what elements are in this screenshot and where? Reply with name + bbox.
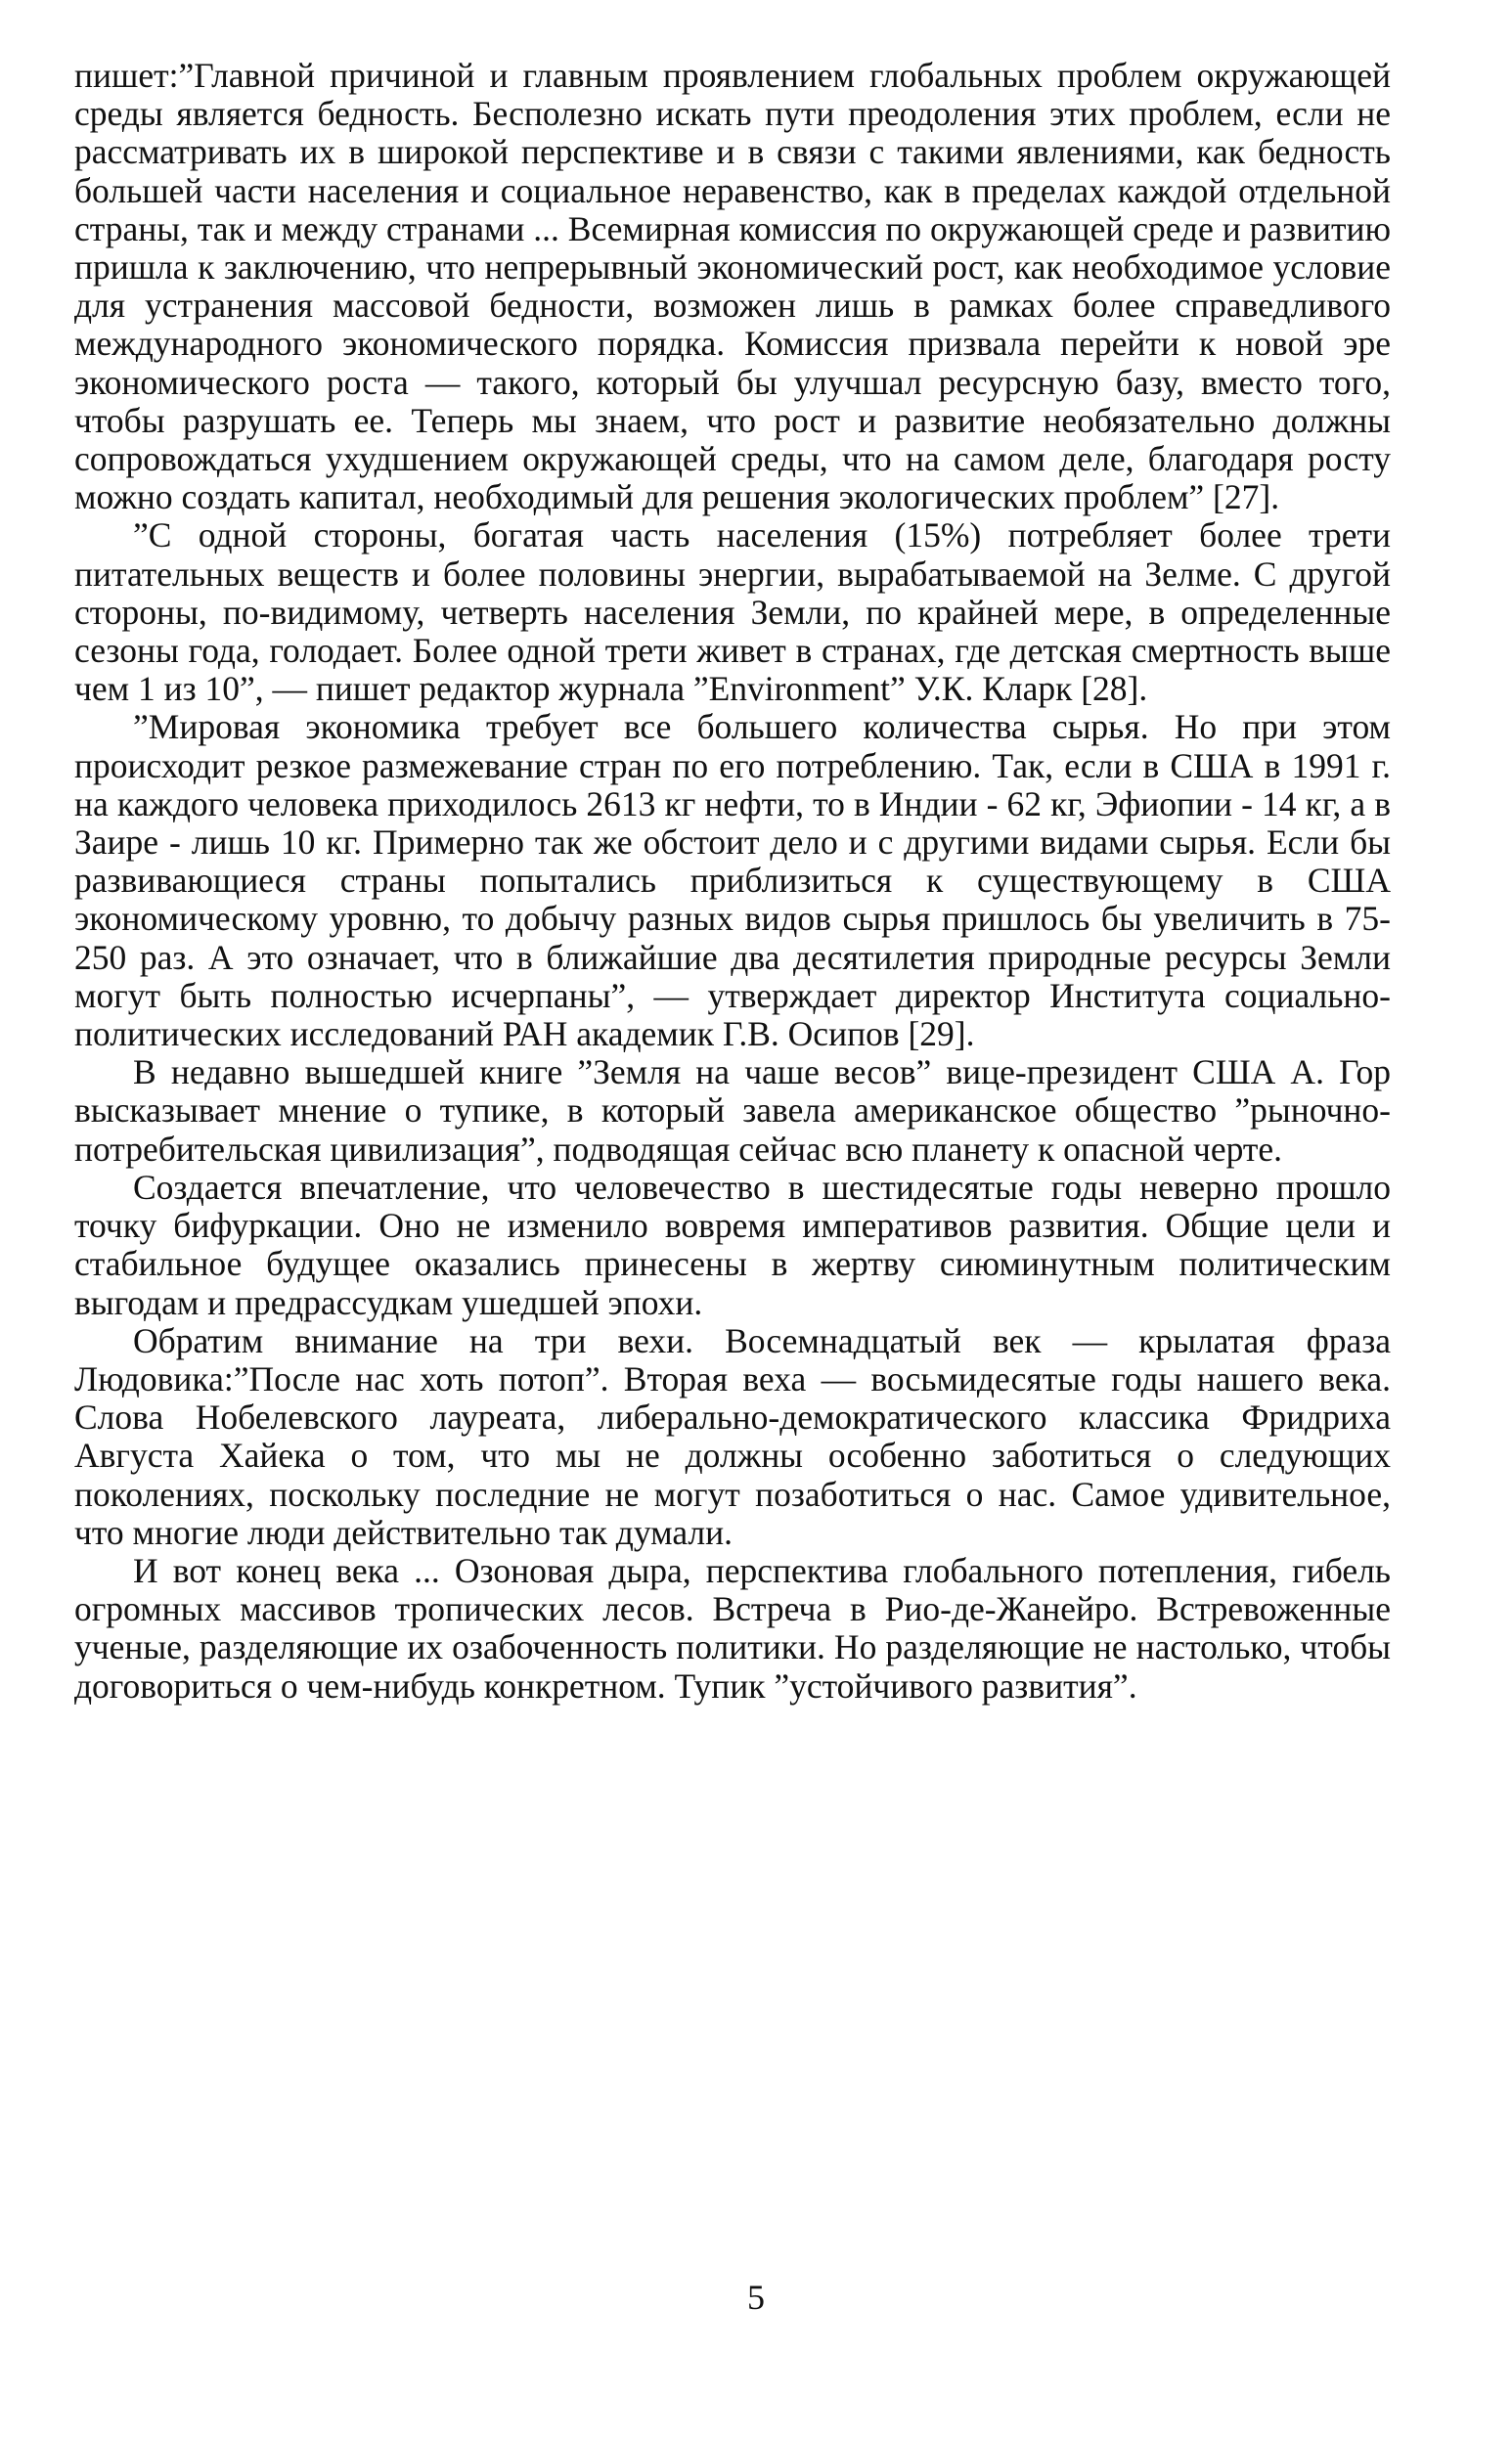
paragraph-6: Обратим внимание на три вехи. Восемнадцатый век — крылатая фраза Людовика:”После нас хоть потоп”. Вторая веха — восьмидесятые годы нашего века. Слова Нобелевского лауреата, либерально-демократического классика Фридриха Августа Хайека о том, что мы не должны особенно заботиться о следующих поколениях, поскольку последние не могут позаботиться о нас. Самое удивительное, что многие люди действительно так думали.: [74, 1320, 1391, 1552]
paragraph-5: Создается впечатление, что человечество в шестидесятые годы неверно прошло точку бифуркации. Оно не изменило вовремя императивов развития. Общие цели и стабильное будущее оказались принесены в жертву сиюминутным политическим выгодам и предрассудкам ушедшей эпохи.: [74, 1167, 1391, 1322]
page-number: 5: [747, 2278, 765, 2317]
page-body: [74, 57, 1391, 1706]
paragraph-4: В недавно вышедшей книге ”Земля на чаше весов” вице-президент США А. Гор высказывает мнение о тупике, в который завела американское общество ”рыночно-потребительская цивилизация”, подводящая сейчас всю планету к опасной черте.: [74, 1052, 1391, 1169]
paragraph-3: ”Мировая экономика требует все большего количества сырья. Но при этом происходит резкое размежевание стран по его потреблению. Так, если в США в 1991 г. на каждого человека приходилось 2613 кг нефти, то в Индии - 62 кг, Эфиопии - 14 кг, а в Заире - лишь 10 кг. Примерно так же обстоит дело и с другими видами сырья. Если бы развивающиеся страны попытались приблизиться к существующему в США экономическому уровню, то добычу разных видов сырья пришлось бы увеличить в 75-250 раз. А это означает, что в ближайшие два десятилетия природные ресурсы Земли могут быть полностью исчерпаны”, — утверждает директор Института социально-политических исследований РАН академик Г.В. Осипов [29].: [74, 707, 1391, 1054]
paragraph-1: пишет:”Главной причиной и главным проявлением глобальных проблем окружающей среды является бедность. Бесполезно искать пути преодоления этих проблем, если не рассматривать их в широкой перспективе и в связи с такими явлениями, как бедность большей части населения и социальное неравенство, как в пределах каждой отдельной страны, так и между странами ... Всемирная комиссия по окружающей среде и развитию пришла к заключению, что непрерывный экономический рост, как необходимое условие для устранения массовой бедности, возможен лишь в рамках более справедливого международного экономического порядка. Комиссия призвала перейти к новой эре экономического роста — такого, который бы улучшал ресурсную базу, вместо того, чтобы разрушать ее. Теперь мы знаем, что рост и развитие необязательно должны сопровождаться ухудшением окружающей среды, что на самом деле, благодаря росту можно создать капитал, необходимый для решения экологических проблем” [27].: [74, 56, 1391, 517]
paragraph-7: И вот конец века ... Озоновая дыра, перспектива глобального потепления, гибель огромных массивов тропических лесов. Встреча в Рио-де-Жанейро. Встревоженные ученые, разделяющие их озабоченность политики. Но разделяющие не настолько, чтобы договориться о чем-нибудь конкретном. Тупик ”устойчивого развития”.: [74, 1550, 1391, 1706]
paragraph-2: ”С одной стороны, богатая часть населения (15%) потребляет более трети питательных веществ и более половины энергии, вырабатываемой на Зелме. С другой стороны, по-видимому, четверть населения Земли, по крайней мере, в определенные сезоны года, голодает. Более одной трети живет в странах, где детская смертность выше чем 1 из 10”, — пишет редактор журнала ”Environment” У.К. Кларк [28].: [74, 515, 1391, 709]
